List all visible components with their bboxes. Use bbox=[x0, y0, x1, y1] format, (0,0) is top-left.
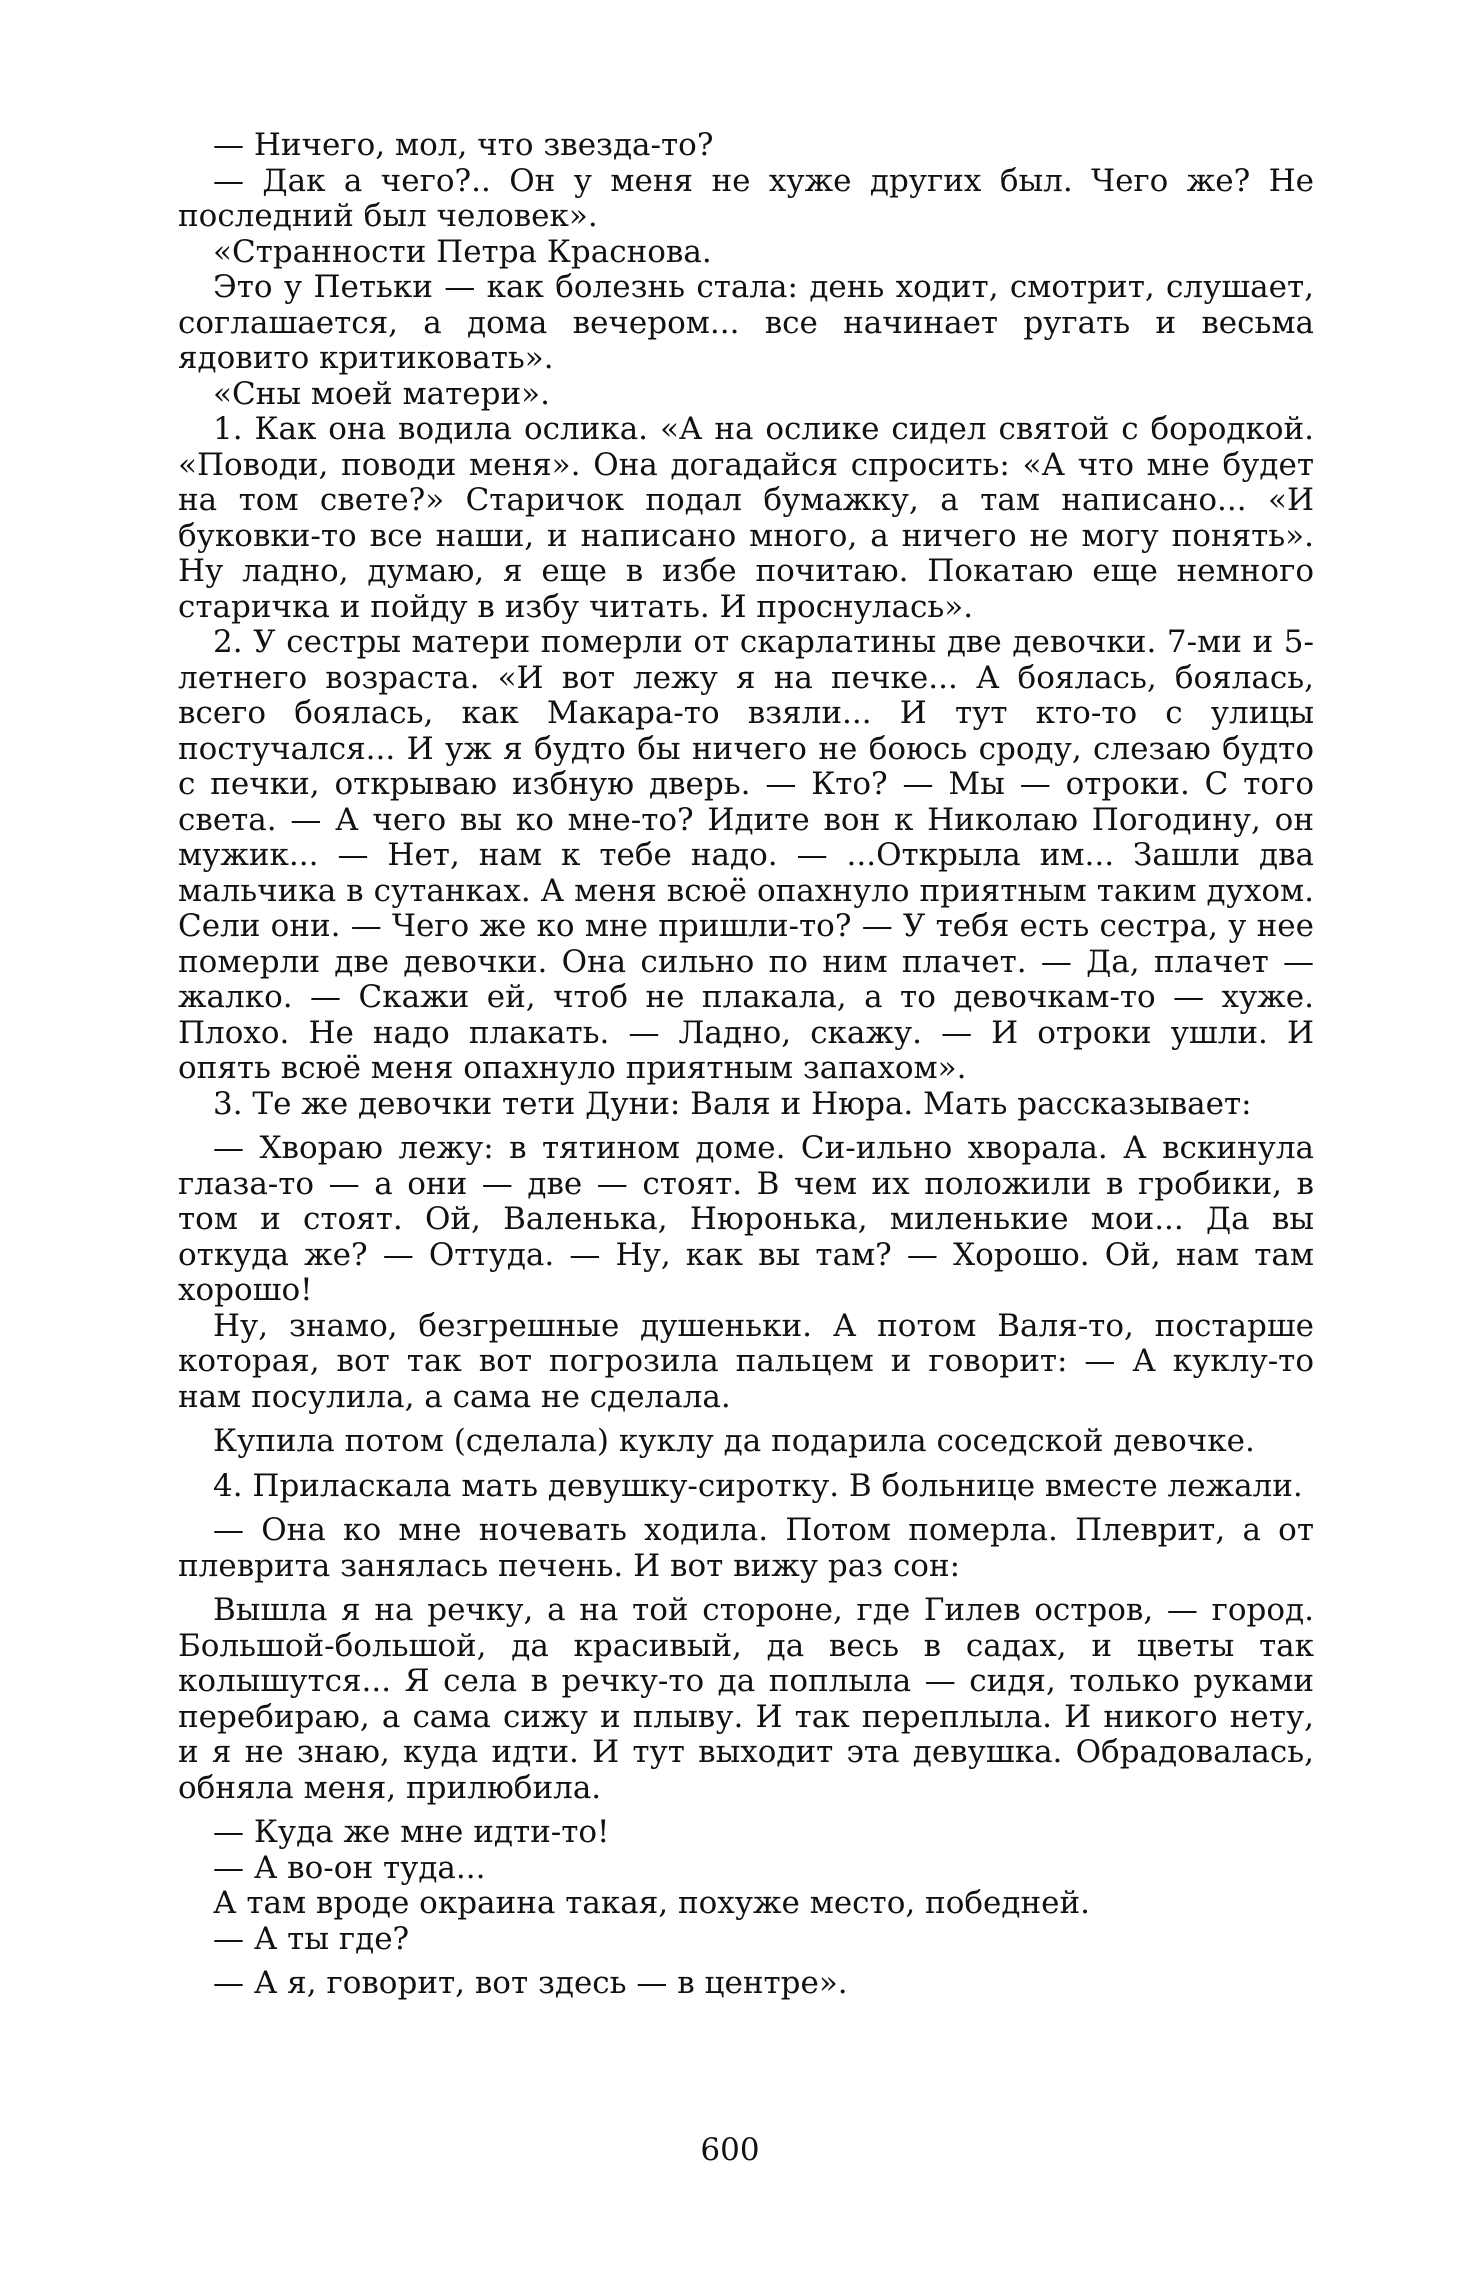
paragraph: Купила потом (сделала) куклу да подарила соседской девочке. bbox=[213, 1423, 1255, 1459]
paragraph: Это у Петьки — как болезнь стала: день ходит, смотрит, слушает, соглашается, а дома вечером... все начинает ругать и весьма ядовито критиковать». bbox=[178, 269, 1314, 376]
paragraph: — А во-он туда... bbox=[213, 1849, 486, 1886]
paragraph: «Сны моей матери». bbox=[213, 375, 550, 412]
paragraph: — А я, говорит, вот здесь — в центре». bbox=[213, 1965, 848, 2001]
paragraph: 1. Как она водила ослика. «А на ослике сидел святой с бородкой. «Поводи, поводи меня». Она догадайся спросить: «А что мне будет на том свете?» Старичок подал бумажку, а там написано... «И буковки-то все наши, и написано много, а ничего не могу понять». Ну ладно, думаю, я еще в избе почитаю. Покатаю еще немного старичка и пойду в избу читать. И проснулась». bbox=[178, 411, 1314, 625]
paragraph: 2. У сестры матери померли от скарлатины две девочки. 7-ми и 5-летнего возраста. «И вот лежу я на печке... А боялась, боялась, всего боялась, как Макара-то взяли... И тут кто-то с улицы постучался... И уж я будто бы ничего не боюсь сроду, слезаю будто с печки, открываю избную дверь. — Кто? — Мы — отроки. С того света. — А чего вы ко мне-то? Идите вон к Николаю Погодину, он мужик... — Нет, нам к тебе надо. — ...Открыла им... Зашли два мальчика в сутанках. А меня всюё опахнуло приятным таким духом. Сели они. — Чего же ко мне пришли-то? — У тебя есть сестра, у нее померли две девочки. Она сильно по ним плачет. — Да, плачет — жалко. — Скажи ей, чтоб не плакала, а то девочкам-то — хуже. Плохо. Не надо плакать. — Ладно, скажу. — И отроки ушли. И опять всюё меня опахнуло приятным запахом». bbox=[178, 624, 1314, 1086]
paragraph: 3. Те же девочки тети Дуни: Валя и Нюра. Мать рассказывает: bbox=[213, 1085, 1252, 1122]
paragraph: Ну, знамо, безгрешные душеньки. А потом Валя-то, постарше которая, вот так вот погрозила пальцем и говорит: — А куклу-то нам посулила, а сама не сделала. bbox=[178, 1307, 1314, 1415]
paragraph: «Странности Петра Краснова. bbox=[213, 233, 712, 270]
paragraph: — Дак а чего?.. Он у меня не хуже других был. Чего же? Не последний был человек». bbox=[178, 162, 1314, 234]
paragraph: — Хвораю лежу: в тятином доме. Си-ильно хворала. А вскинула глаза-то — а они — две — стоят. В чем их положили в гробики, в том и стоят. Ой, Валенька, Нюронька, миленькие мои... Да вы откуда же? — Оттуда. — Ну, как вы там? — Хорошо. Ой, нам там хорошо! bbox=[178, 1130, 1314, 1308]
paragraph: 4. Приласкала мать девушку-сиротку. В больнице вместе лежали. bbox=[213, 1467, 1303, 1504]
paragraph: — Ничего, мол, что звезда-то? bbox=[213, 127, 714, 163]
paragraph: — А ты где? bbox=[213, 1920, 410, 1957]
paragraph: — Она ко мне ночевать ходила. Потом померла. Плеврит, а от плеврита занялась печень. И вот вижу раз сон: bbox=[178, 1512, 1314, 1584]
paragraph: — Куда же мне идти-то! bbox=[213, 1814, 610, 1850]
paragraph: А там вроде окраина такая, похуже место, победней. bbox=[213, 1885, 1091, 1921]
page-number: 600 bbox=[700, 2132, 760, 2168]
main-text bbox=[178, 128, 1314, 2002]
paragraph: Вышла я на речку, а на той стороне, где Гилев остров, — город. Большой-большой, да красивый, да весь в садах, и цветы так колышутся... Я села в речку-то да поплыла — сидя, только руками перебираю, а сама сижу и плыву. И так переплыла. И никого нету, и я не знаю, куда идти. И тут выходит эта девушка. Обрадовалась, обняла меня, прилюбила. bbox=[178, 1592, 1314, 1806]
